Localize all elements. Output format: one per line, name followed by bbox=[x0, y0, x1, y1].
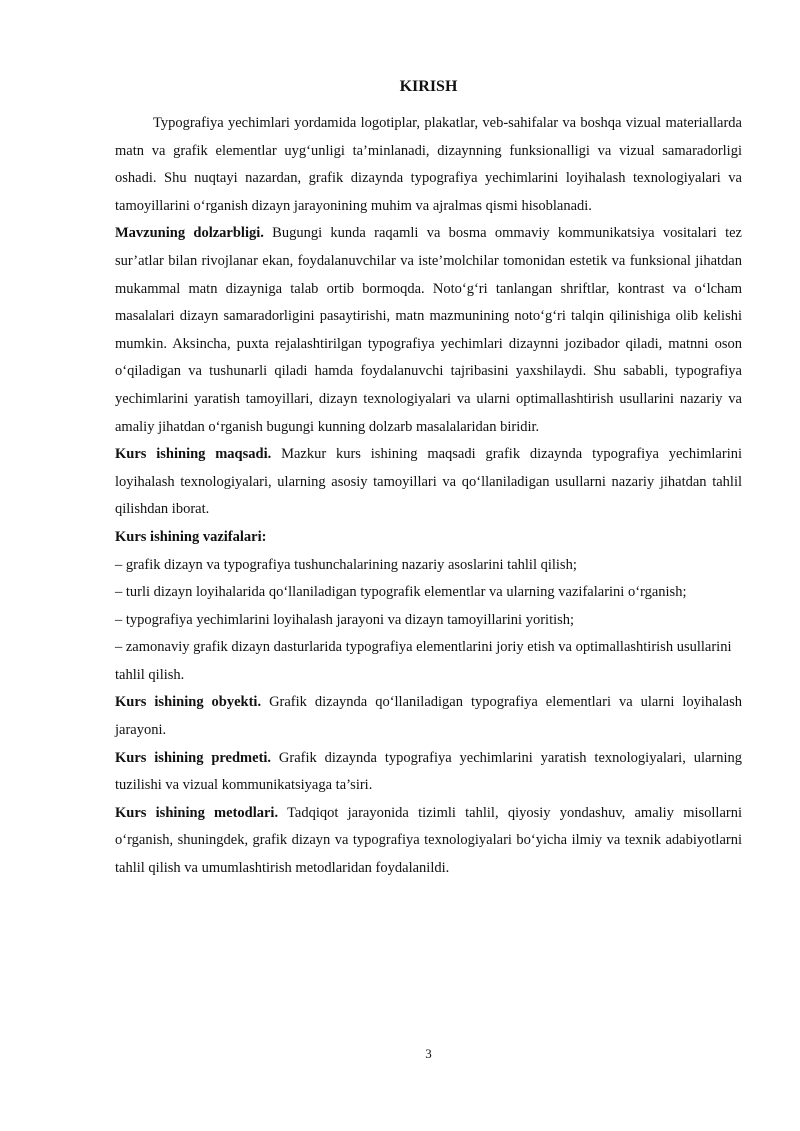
relevance-paragraph bbox=[115, 220, 742, 441]
subject-text: Grafik dizaynda typografiya yechimlarini yaratish texnologiyalari, ularning tuzilishi va vizual kommunikatsiyaga ta’siri. bbox=[115, 749, 743, 794]
relevance-text: Bugungi kunda raqamli va bosma ommaviy kommunikatsiya vositalari tez sur’atlar bilan rivojlanar ekan, foydalanuvchilar va iste’molchilar tomonidan estetik va funksional jihatdan mukammal matn dizayniga talab ortib bormoqda. Noto‘g‘ri tanlangan shriftlar, kontrast va o‘lcham masalalari dizayn samaradorligini pasaytirishi, matn mazmunining noto‘g‘ri talqin qilinishiga olib kelishi mumkin. Aksincha, puxta rejalashtirilgan typografiya yechimlari dizaynni jozibador qiladi, matnni oson o‘qiladigan va tushunarli qiladi hamda foydalanuvchi tajribasini yaxshilaydi. Shu sababli, typografiya yechimlarini yaratish tamoyillari, dizayn texnologiyalari va ularni optimallashtirish usullarini nazariy va amaliy jihatdan o‘rganish bugungi kunning dolzarb masalalaridan biridir. bbox=[115, 225, 742, 435]
task-item: – grafik dizayn va typografiya tushunchalarining nazariy asoslarini tahlil qilish; bbox=[115, 556, 577, 573]
page-title: KIRISH bbox=[399, 78, 458, 95]
task-item: – zamonaviy grafik dizayn dasturlarida typografiya elementlarini joriy etish va optimallashtirish usullarini tahlil qilish. bbox=[115, 639, 732, 683]
subject-label: Kurs ishining predmeti. bbox=[115, 749, 272, 766]
goal-text: Mazkur kurs ishining maqsadi grafik dizaynda typografiya yechimlarini loyihalash texnologiyalari, ularning asosiy tamoyillari va qo‘llaniladigan usullarni nazariy jihatdan tahlil qilishdan iborat. bbox=[115, 446, 742, 518]
page-number: 3 bbox=[425, 1046, 432, 1061]
goal-label: Kurs ishining maqsadi. bbox=[115, 446, 272, 463]
task-item: – typografiya yechimlarini loyihalash jarayoni va dizayn tamoyillarini yoritish; bbox=[115, 611, 575, 628]
object-paragraph bbox=[115, 689, 742, 744]
tasks-heading bbox=[115, 524, 742, 552]
methods-text: Tadqiqot jarayonida tizimli tahlil, qiyosiy yondashuv, amaliy misollarni o‘rganish, shuningdek, grafik dizayn va typografiya texnologiyalari bo‘yicha ilmiy va texnik adabiyotlarni tahlil qilish va umumlashtirish metodlaridan foydalanildi. bbox=[115, 804, 742, 877]
document-body bbox=[115, 110, 742, 883]
intro-paragraph: Typografiya yechimlari yordamida logotiplar, plakatlar, veb-sahifalar va boshqa vizual materiallarda matn va grafik elementlar uyg‘unligi ta’minlanadi, dizaynning funksionalligi va vizual samaradorligi oshadi. Shu nuqtayi nazardan, grafik dizaynda typografiya yechimlarini loyihalash texnologiyalari va tamoyillarini o‘rganish dizayn jarayonining muhim va ajralmas qismi hisoblanadi. bbox=[115, 115, 742, 214]
task-item: – turli dizayn loyihalarida qo‘llaniladigan typografik elementlar va ularning vazifalarini o‘rganish; bbox=[115, 584, 687, 601]
methods-label: Kurs ishining metodlari. bbox=[115, 804, 279, 821]
tasks-label: Kurs ishining vazifalari: bbox=[115, 528, 267, 545]
methods-paragraph bbox=[115, 800, 742, 883]
subject-paragraph bbox=[115, 745, 742, 800]
object-text: Grafik dizaynda qo‘llaniladigan typografiya elementlari va ularni loyihalash jarayoni. bbox=[115, 694, 742, 739]
object-label: Kurs ishining obyekti. bbox=[115, 694, 262, 711]
relevance-label: Mavzuning dolzarbligi. bbox=[115, 225, 264, 242]
goal-paragraph bbox=[115, 441, 742, 524]
